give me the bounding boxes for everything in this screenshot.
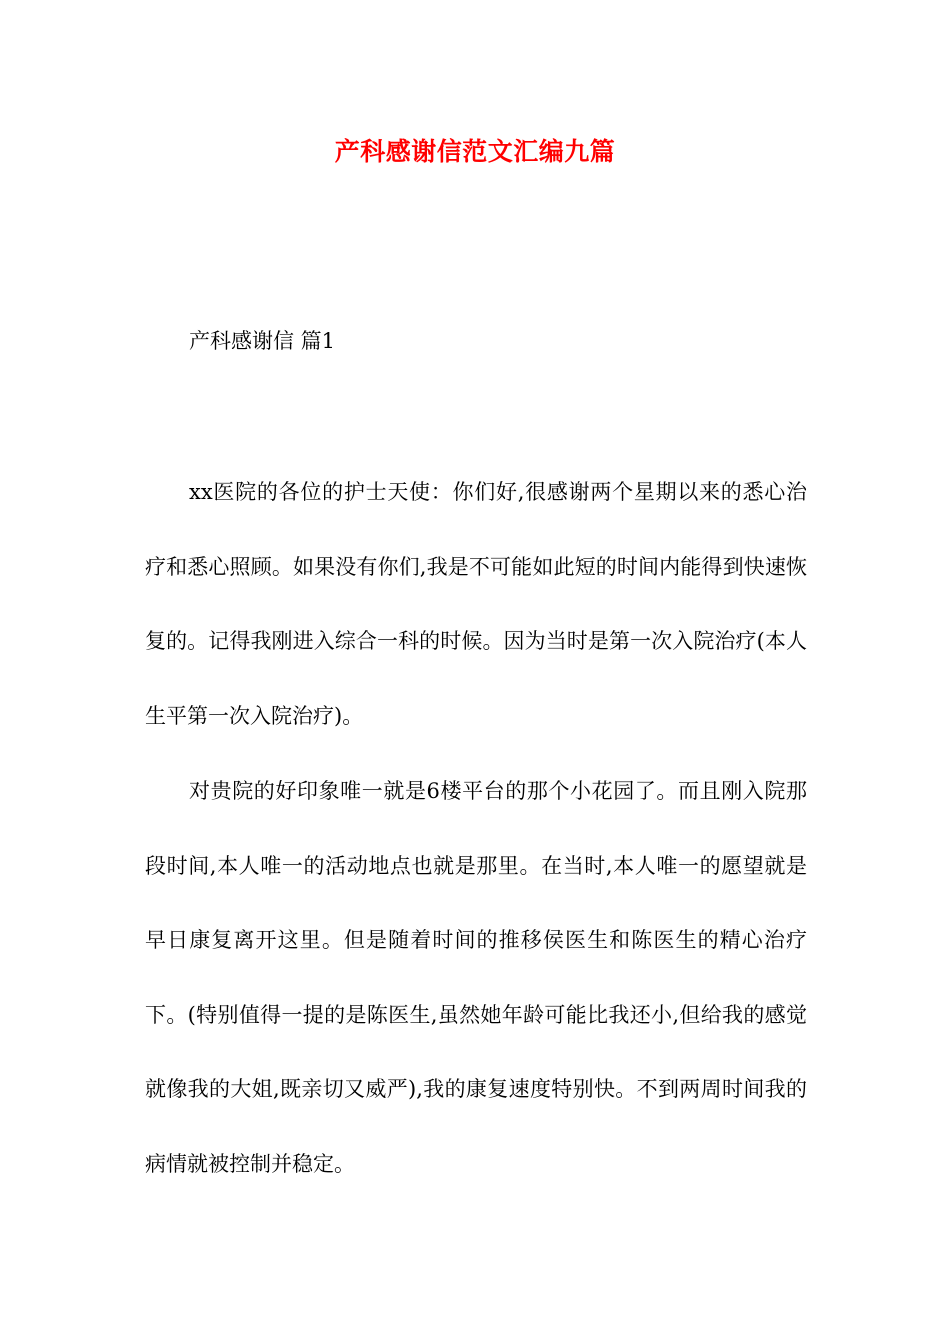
body-paragraph-1: xx医院的各位的护士天使：你们好,很感谢两个星期以来的悉心治疗和悉心照顾。如果没有你们,我是不可能如此短的时间内能得到快速恢复的。记得我刚进入综合一科的时候。因为当时是第一次入院治疗(本人生平第一次入院治疗)。 [145, 480, 807, 728]
section-heading: 产科感谢信 篇1 [189, 329, 336, 353]
document-title: 产科感谢信范文汇编九篇 [334, 137, 616, 166]
body-paragraph-2: 对贵院的好印象唯一就是6楼平台的那个小花园了。而且刚入院那段时间,本人唯一的活动地点也就是那里。在当时,本人唯一的愿望就是早日康复离开这里。但是随着时间的推移侯医生和陈医生的精心治疗下。(特别值得一提的是陈医生,虽然她年龄可能比我还小,但给我的感觉就像我的大姐,既亲切又威严),我的康复速度特别快。不到两周时间我的病情就被控制并稳定。 [145, 779, 807, 1176]
